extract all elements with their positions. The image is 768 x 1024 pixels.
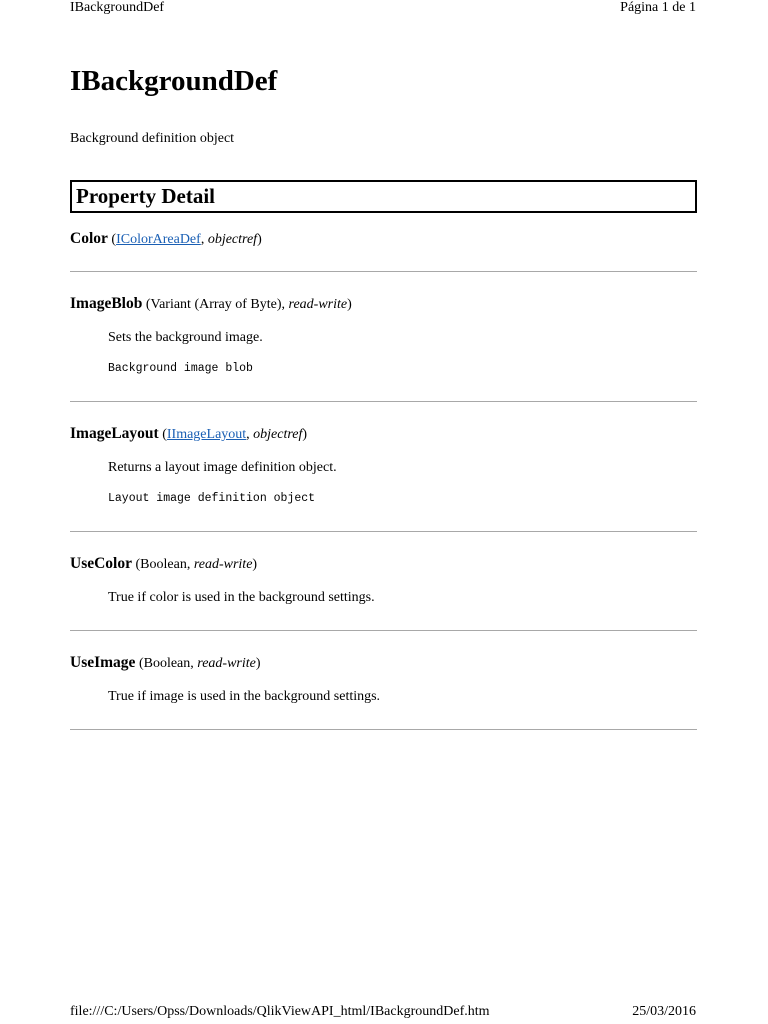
property-description: Sets the background image. (108, 330, 263, 345)
type-link-iimagelayout[interactable]: IImageLayout (166, 427, 247, 442)
print-header (70, 0, 696, 18)
property-name: ImageBlob (70, 295, 143, 312)
property-description: True if color is used in the background settings. (108, 590, 375, 605)
divider (70, 729, 697, 730)
property-description: True if image is used in the background settings. (108, 689, 381, 704)
print-footer-date: 25/03/2016 (632, 1004, 696, 1019)
property-type-text: Boolean (140, 557, 187, 572)
property-access: objectref (207, 232, 258, 247)
property-access: read-write (197, 656, 256, 671)
property-type: (Boolean, read-write) (132, 557, 258, 572)
property-access: read-write (193, 557, 253, 572)
property-color (70, 229, 697, 250)
divider (70, 531, 697, 532)
property-access: read-write (288, 297, 348, 312)
print-header-page-number: Página 1 de 1 (620, 0, 696, 15)
property-heading (70, 229, 697, 250)
property-heading (70, 653, 697, 674)
property-type: (Variant (Array of Byte), read-write) (142, 297, 352, 312)
property-useimage (70, 653, 697, 704)
divider (70, 401, 697, 402)
property-type: (Boolean, read-write) (135, 656, 261, 671)
property-name: UseColor (70, 555, 132, 572)
property-type: (IImageLayout, objectref) (158, 427, 308, 442)
property-imagelayout (70, 424, 697, 505)
print-header-title: IBackgroundDef (70, 0, 165, 15)
property-code-sample: Background image blob (108, 362, 253, 375)
type-link-icolorareadef[interactable]: IColorAreaDef (116, 232, 201, 247)
property-name: UseImage (70, 654, 136, 671)
property-heading (70, 424, 697, 445)
property-name: Color (70, 230, 108, 247)
divider (70, 630, 697, 631)
property-usecolor (70, 554, 697, 605)
property-imageblob (70, 294, 697, 375)
divider (70, 271, 697, 272)
property-heading (70, 554, 697, 575)
property-type: (IColorAreaDef, objectref) (107, 232, 262, 247)
property-type-text: Boolean (143, 656, 191, 671)
property-type-text: Variant (Array of Byte) (150, 297, 282, 312)
property-code-sample: Layout image definition object (108, 492, 316, 505)
print-footer-file-path: file:///C:/Users/Opss/Downloads/QlikViewAPI_html/IBackgroundDef.htm (70, 1004, 490, 1019)
property-name: ImageLayout (70, 425, 159, 442)
section-title: Property Detail (76, 184, 215, 208)
property-heading (70, 294, 697, 315)
property-access: objectref (253, 427, 303, 442)
property-description: Returns a layout image definition object. (108, 460, 337, 475)
property-detail-section-header (70, 180, 697, 213)
page-description: Background definition object (70, 131, 235, 146)
print-footer (70, 1004, 696, 1024)
page-title: IBackgroundDef (70, 65, 278, 97)
